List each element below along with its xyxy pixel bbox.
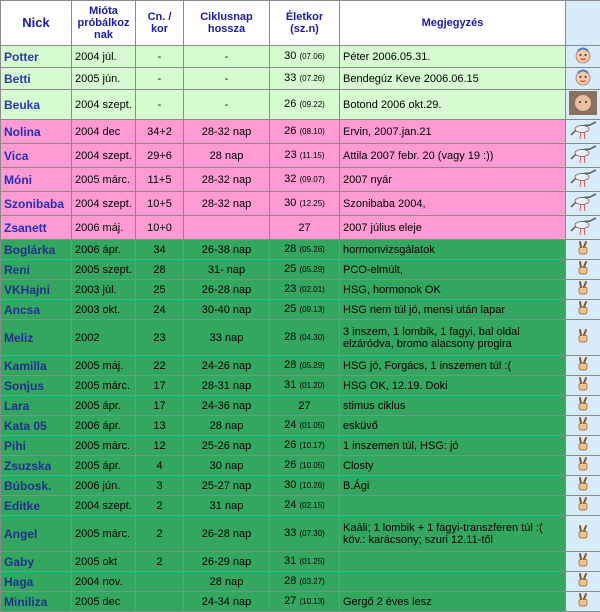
table-row: [1, 356, 600, 376]
note-cell: Bendegúz Keve 2006.06.15: [340, 68, 566, 90]
crossed-fingers-icon: [575, 280, 591, 299]
cn-cell: 17: [136, 376, 184, 396]
nick-cell: Vica: [1, 144, 72, 168]
since-cell: 2005 ápr.: [72, 396, 136, 416]
crossed-fingers-icon: [575, 476, 591, 495]
crossed-fingers-icon: [575, 328, 591, 347]
age-value: 32: [284, 173, 296, 185]
icon-cell: [566, 416, 600, 436]
cn-cell: 4: [136, 456, 184, 476]
nick-cell: Betti: [1, 68, 72, 90]
since-cell: 2006 máj.: [72, 216, 136, 240]
birthday-value: (04.30): [299, 333, 324, 342]
birthday-value: (01.05): [299, 421, 324, 430]
birthday-value: (07.30): [299, 529, 324, 538]
header-nick: Nick: [1, 1, 72, 46]
age-cell: [270, 68, 340, 90]
age-value: 30: [284, 479, 296, 491]
since-cell: 2005 szept.: [72, 260, 136, 280]
age-value: 33: [284, 72, 296, 84]
icon-cell: [566, 90, 600, 120]
birthday-value: (10.17): [299, 441, 324, 450]
crossed-fingers-icon: [575, 376, 591, 395]
nick-cell: Szonibaba: [1, 192, 72, 216]
table-row: [1, 572, 600, 592]
nick-cell: Potter: [1, 46, 72, 68]
age-cell: [270, 516, 340, 552]
icon-cell: [566, 192, 600, 216]
age-value: 28: [284, 331, 296, 343]
crossed-fingers-icon: [575, 396, 591, 415]
table-row: [1, 240, 600, 260]
age-cell: [270, 552, 340, 572]
note-cell: PCO-elmúlt,: [340, 260, 566, 280]
table-row: [1, 168, 600, 192]
birthday-value: (11.15): [300, 151, 325, 160]
crossed-fingers-icon: [575, 572, 591, 591]
note-cell: [340, 552, 566, 572]
since-cell: 2004 júl.: [72, 46, 136, 68]
stork-icon: [568, 168, 598, 191]
note-cell: Gergő 2 éves lesz: [340, 592, 566, 612]
nick-cell: Zsuzska: [1, 456, 72, 476]
crossed-fingers-icon: [575, 300, 591, 319]
table-row: [1, 436, 600, 456]
since-cell: 2005 márc.: [72, 436, 136, 456]
header-since: Mióta próbálkoz nak: [72, 1, 136, 46]
age-value: 30: [284, 197, 296, 209]
stork-icon: [568, 144, 598, 167]
age-cell: [270, 396, 340, 416]
crossed-fingers-icon: [575, 552, 591, 571]
cycle-cell: 28 nap: [184, 144, 270, 168]
nick-cell: Gaby: [1, 552, 72, 572]
cycle-cell: -: [184, 90, 270, 120]
birthday-value: (01.25): [299, 557, 324, 566]
birthday-value: (02.15): [299, 501, 324, 510]
cycle-cell: 28-31 nap: [184, 376, 270, 396]
nick-cell: Editke: [1, 496, 72, 516]
cn-cell: 10+0: [136, 216, 184, 240]
crossed-fingers-icon: [575, 260, 591, 279]
nick-cell: Nolina: [1, 120, 72, 144]
cn-cell: 2: [136, 552, 184, 572]
note-cell: [340, 572, 566, 592]
nick-cell: Búbosk.: [1, 476, 72, 496]
note-cell: HSG jó, Forgács, 1 inszemen túl :(: [340, 356, 566, 376]
table-row: [1, 144, 600, 168]
age-cell: [270, 90, 340, 120]
cycle-cell: -: [184, 68, 270, 90]
note-cell: HSG OK, 12.19. Doki: [340, 376, 566, 396]
table-row: [1, 476, 600, 496]
age-cell: [270, 376, 340, 396]
icon-cell: [566, 68, 600, 90]
since-cell: 2005 okt: [72, 552, 136, 572]
cycle-cell: 24-36 nap: [184, 396, 270, 416]
age-value: 28: [284, 359, 296, 371]
table-row: [1, 216, 600, 240]
age-value: 25: [284, 303, 296, 315]
nick-cell: Kamilla: [1, 356, 72, 376]
cycle-cell: -: [184, 46, 270, 68]
icon-cell: [566, 46, 600, 68]
table-row: [1, 280, 600, 300]
header-age: Életkor (sz.n): [270, 1, 340, 46]
nick-cell: Angel: [1, 516, 72, 552]
table-row: [1, 90, 600, 120]
since-cell: 2004 szept.: [72, 496, 136, 516]
cn-cell: 13: [136, 416, 184, 436]
age-value: 27: [284, 595, 296, 607]
birthday-value: (08.10): [299, 127, 324, 136]
birthday-value: (05.26): [299, 245, 324, 254]
note-cell: [340, 496, 566, 516]
cycle-cell: 28 nap: [184, 416, 270, 436]
note-cell: Péter 2006.05.31.: [340, 46, 566, 68]
header-row: [1, 1, 600, 46]
table-row: [1, 192, 600, 216]
table-row: [1, 516, 600, 552]
icon-cell: [566, 240, 600, 260]
note-cell: 3 inszem, 1 lombik, 1 fagyi, bal oldal elzáródva, bromo alacsony progira: [340, 320, 566, 356]
since-cell: 2004 szept.: [72, 192, 136, 216]
age-value: 30: [284, 50, 296, 62]
cycle-cell: 28-32 nap: [184, 120, 270, 144]
nick-cell: Zsanett: [1, 216, 72, 240]
nick-cell: Kata 05: [1, 416, 72, 436]
age-cell: [270, 572, 340, 592]
since-cell: 2005 márc.: [72, 168, 136, 192]
cn-cell: 2: [136, 496, 184, 516]
age-cell: [270, 476, 340, 496]
age-cell: [270, 168, 340, 192]
age-cell: [270, 456, 340, 476]
cycle-cell: 33 nap: [184, 320, 270, 356]
note-cell: Botond 2006 okt.29.: [340, 90, 566, 120]
nick-cell: Ancsa: [1, 300, 72, 320]
cn-cell: 25: [136, 280, 184, 300]
cycle-cell: [184, 216, 270, 240]
table-row: [1, 120, 600, 144]
icon-cell: [566, 144, 600, 168]
cycle-cell: 26-29 nap: [184, 552, 270, 572]
crossed-fingers-icon: [575, 416, 591, 435]
since-cell: 2003 okt.: [72, 300, 136, 320]
since-cell: 2005 márc.: [72, 516, 136, 552]
icon-cell: [566, 592, 600, 612]
cn-cell: 3: [136, 476, 184, 496]
cn-cell: [136, 592, 184, 612]
since-cell: 2005 dec: [72, 592, 136, 612]
nick-cell: Haga: [1, 572, 72, 592]
cycle-cell: 31- nap: [184, 260, 270, 280]
age-cell: [270, 436, 340, 456]
cycle-cell: 28-32 nap: [184, 168, 270, 192]
header-note: Megjegyzés: [340, 1, 566, 46]
cycle-cell: 25-26 nap: [184, 436, 270, 456]
cycle-cell: 30-40 nap: [184, 300, 270, 320]
birthday-value: (05.29): [299, 361, 324, 370]
age-value: 23: [284, 283, 296, 295]
age-value: 26: [284, 459, 296, 471]
icon-cell: [566, 280, 600, 300]
baby-face-icon: [574, 68, 592, 89]
age-value: 26: [284, 439, 296, 451]
icon-cell: [566, 552, 600, 572]
table-row: [1, 260, 600, 280]
icon-cell: [566, 376, 600, 396]
icon-cell: [566, 356, 600, 376]
since-cell: 2004 dec: [72, 120, 136, 144]
since-cell: 2006 jún.: [72, 476, 136, 496]
header-cycle: Ciklusnap hossza: [184, 1, 270, 46]
icon-cell: [566, 396, 600, 416]
note-cell: hormonvizsgálatok: [340, 240, 566, 260]
nick-cell: Pihi: [1, 436, 72, 456]
cn-cell: [136, 572, 184, 592]
table-row: [1, 592, 600, 612]
table-row: [1, 376, 600, 396]
icon-cell: [566, 572, 600, 592]
table-row: [1, 416, 600, 436]
cycle-cell: 25-27 nap: [184, 476, 270, 496]
age-cell: [270, 320, 340, 356]
age-value: 24: [284, 419, 296, 431]
age-cell: [270, 280, 340, 300]
age-cell: [270, 496, 340, 516]
cn-cell: 17: [136, 396, 184, 416]
note-cell: stimus ciklus: [340, 396, 566, 416]
icon-cell: [566, 300, 600, 320]
note-cell: HSG nem túl jó, mensi után lapar: [340, 300, 566, 320]
cn-cell: 28: [136, 260, 184, 280]
icon-cell: [566, 456, 600, 476]
cn-cell: 12: [136, 436, 184, 456]
age-cell: [270, 120, 340, 144]
cycle-cell: 26-38 nap: [184, 240, 270, 260]
age-cell: [270, 240, 340, 260]
since-cell: 2004 szept.: [72, 144, 136, 168]
age-cell: [270, 260, 340, 280]
cn-cell: 34+2: [136, 120, 184, 144]
crossed-fingers-icon: [575, 436, 591, 455]
stork-icon: [568, 216, 598, 239]
note-cell: Closty: [340, 456, 566, 476]
note-cell: Ervin, 2007.jan.21: [340, 120, 566, 144]
birthday-value: (10.13): [299, 597, 324, 606]
birthday-value: (03.27): [299, 577, 324, 586]
nick-cell: Meliz: [1, 320, 72, 356]
note-cell: 1 inszemen túl, HSG: jó: [340, 436, 566, 456]
icon-cell: [566, 436, 600, 456]
cn-cell: 2: [136, 516, 184, 552]
since-cell: 2003 júl.: [72, 280, 136, 300]
cn-cell: 10+5: [136, 192, 184, 216]
note-cell: Szonibaba 2004,: [340, 192, 566, 216]
note-cell: Attila 2007 febr. 20 (vagy 19 :)): [340, 144, 566, 168]
table-row: [1, 456, 600, 476]
cycle-cell: 24-26 nap: [184, 356, 270, 376]
age-value: 31: [284, 555, 296, 567]
since-cell: 2004 nov.: [72, 572, 136, 592]
age-value: 27: [298, 400, 310, 412]
crossed-fingers-icon: [575, 496, 591, 515]
cn-cell: 22: [136, 356, 184, 376]
nick-cell: Sonjus: [1, 376, 72, 396]
age-cell: [270, 416, 340, 436]
icon-cell: [566, 516, 600, 552]
since-cell: 2005 márc.: [72, 376, 136, 396]
since-cell: 2005 ápr.: [72, 456, 136, 476]
age-value: 25: [284, 263, 296, 275]
birthday-value: (09.22): [299, 100, 324, 109]
note-cell: 2007 július eleje: [340, 216, 566, 240]
table-row: [1, 396, 600, 416]
cn-cell: 29+6: [136, 144, 184, 168]
cycle-cell: 26-28 nap: [184, 516, 270, 552]
since-cell: 2006 ápr.: [72, 240, 136, 260]
header-icon: [566, 1, 600, 46]
cn-cell: 34: [136, 240, 184, 260]
stork-icon: [568, 192, 598, 215]
cn-cell: 24: [136, 300, 184, 320]
table-row: [1, 68, 600, 90]
birthday-value: (07.26): [299, 74, 324, 83]
icon-cell: [566, 476, 600, 496]
birthday-value: (09.07): [299, 175, 324, 184]
icon-cell: [566, 320, 600, 356]
nick-cell: VKHajni: [1, 280, 72, 300]
nick-cell: Beuka: [1, 90, 72, 120]
since-cell: 2005 jún.: [72, 68, 136, 90]
cn-cell: -: [136, 90, 184, 120]
nick-cell: Móni: [1, 168, 72, 192]
cycle-cell: 26-28 nap: [184, 280, 270, 300]
cycle-cell: 24-34 nap: [184, 592, 270, 612]
table-row: [1, 46, 600, 68]
since-cell: 2005 máj.: [72, 356, 136, 376]
age-value: 24: [284, 499, 296, 511]
header-cn: Cn. / kor: [136, 1, 184, 46]
icon-cell: [566, 168, 600, 192]
age-cell: [270, 192, 340, 216]
cn-cell: -: [136, 68, 184, 90]
since-cell: 2006 ápr.: [72, 416, 136, 436]
age-cell: [270, 300, 340, 320]
cycle-cell: 31 nap: [184, 496, 270, 516]
icon-cell: [566, 496, 600, 516]
age-value: 23: [284, 149, 296, 161]
birthday-value: (01.20): [299, 381, 324, 390]
baby-photo-icon: [568, 90, 598, 119]
table-row: [1, 552, 600, 572]
since-cell: 2002: [72, 320, 136, 356]
note-cell: HSG, hormonok OK: [340, 280, 566, 300]
table-row: [1, 320, 600, 356]
age-cell: [270, 46, 340, 68]
cn-cell: 23: [136, 320, 184, 356]
crossed-fingers-icon: [575, 456, 591, 475]
stork-icon: [568, 120, 598, 143]
age-cell: [270, 356, 340, 376]
birthday-value: (10.26): [299, 481, 324, 490]
nick-cell: Boglárka: [1, 240, 72, 260]
note-cell: Kaáli; 1 lombik + 1 fagyi-transzferen túl :( köv.: karácsony; szuri 12.11-től: [340, 516, 566, 552]
icon-cell: [566, 260, 600, 280]
age-cell: [270, 144, 340, 168]
nick-cell: Reni: [1, 260, 72, 280]
cn-cell: 11+5: [136, 168, 184, 192]
cycle-cell: 28 nap: [184, 572, 270, 592]
birthday-value: (09.13): [299, 305, 324, 314]
birthday-value: (05.29): [299, 265, 324, 274]
crossed-fingers-icon: [575, 240, 591, 259]
age-value: 28: [284, 575, 296, 587]
birthday-value: (10.05): [299, 461, 324, 470]
table-row: [1, 496, 600, 516]
nick-cell: Miniliza: [1, 592, 72, 612]
birthday-value: (07.06): [299, 52, 324, 61]
crossed-fingers-icon: [575, 592, 591, 611]
age-cell: [270, 216, 340, 240]
cn-cell: -: [136, 46, 184, 68]
icon-cell: [566, 120, 600, 144]
baby-face-icon: [574, 46, 592, 67]
age-value: 33: [284, 527, 296, 539]
note-cell: 2007 nyár: [340, 168, 566, 192]
table-row: [1, 300, 600, 320]
crossed-fingers-icon: [575, 356, 591, 375]
since-cell: 2004 szept.: [72, 90, 136, 120]
age-cell: [270, 592, 340, 612]
age-value: 26: [284, 98, 296, 110]
nick-cell: Lara: [1, 396, 72, 416]
note-cell: esküvő: [340, 416, 566, 436]
age-value: 31: [284, 379, 296, 391]
age-value: 28: [284, 243, 296, 255]
age-value: 26: [284, 125, 296, 137]
birthday-value: (02.01): [299, 285, 324, 294]
age-value: 27: [298, 222, 310, 234]
cycle-cell: 28-32 nap: [184, 192, 270, 216]
note-cell: B.Ági: [340, 476, 566, 496]
birthday-value: (12.25): [299, 199, 324, 208]
icon-cell: [566, 216, 600, 240]
cycle-cell: 30 nap: [184, 456, 270, 476]
